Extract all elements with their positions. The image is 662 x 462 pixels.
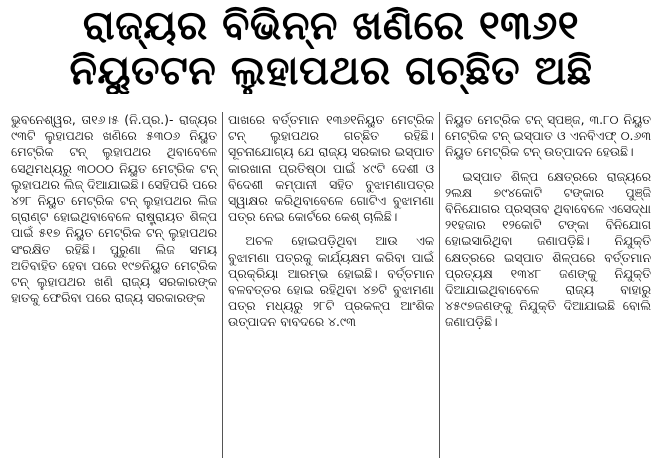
article-paragraph: ଅଚଳ ହୋଇପଡ଼ିଥିବା ଆଉ ଏକ ବୁଝାମଣା ପତ୍ରକୁ କାର୍ଯ୍ୟକ୍ଷମ କରିବା ପାଇଁ ପ୍ରକ୍ରିୟା ଆରମ୍ଭ ହୋଇଛି। ବର୍ତ୍ତମାନ ବଳବତ୍ତର ହୋଇ ରହିଥିବା ୪୭ଟି ବୁଝାମଣା ପତ୍ର ମଧ୍ୟରୁ ୨୮ଟି ପ୍ରକଳ୍ପ ଆଂଶିକ ଉତ୍ପାଦନ ବାବଦରେ ୪.୯୩ <box>228 233 434 330</box>
article-paragraph: ପାଖରେ ବର୍ତ୍ତମାନ ୧୩୬୧ନିୟୁତ ମେଟ୍ରିକ ଟନ୍ ଲୁହାପଥର ଗଚ୍ଛିତ ରହିଛି। ସୂଚନାଯୋଗ୍ୟ ଯେ ରାଜ୍ୟ ସରକାର ଇସ୍ପାତ କାରଖାନା ପ୍ରତିଷ୍ଠା ପାଇଁ ୪୯ଟି ଦେଶୀ ଓ ବିଦେଶୀ କମ୍ପାନୀ ସହିତ ବୁଝାମଣାପତ୍ର ସ୍ୱାକ୍ଷର କରିଥିବାବେଳେ ଗୋଟିଏ ବୁଝାମଣା ପତ୍ର ନେଇ କୋର୍ଟରେ କେଶ୍ ଚାଲିଛି। <box>228 112 434 225</box>
article-column-3 <box>439 112 656 458</box>
headline <box>6 4 656 94</box>
article-column-1 <box>6 112 222 458</box>
article-paragraph: ଇସ୍ପାତ ଶିଳ୍ପ କ୍ଷେତ୍ରରେ ରାଜ୍ୟରେ ୨ଲକ୍ଷ ୭୯୪କୋଟି ଟଙ୍କାର ପୁଞ୍ଜି ବିନିଯୋଗର ପ୍ରସ୍ତାବ ଥିବାବେଳେ ଏସେଦ୍ଧା ୨୧ହଜାର ୧୨କୋଟି ଟଙ୍କା ବିନିଯୋଗ ହୋଇସାରିଥିବା ଜଣାପଡ଼ିଛି। ନିଯୁକ୍ତି କ୍ଷେତ୍ରରେ ଇସ୍ପାତ ଶିଳ୍ପରେ ବର୍ତ୍ତମାନ ପ୍ରତ୍ୟକ୍ଷ ୧୩୪୮ ଜଣଙ୍କୁ ନିଯୁକ୍ତି ଦିଆଯାଇଥିବାବେଳେ ରାଜ୍ୟ ବାହାରୁ ୪୫୯୭ଜଣଙ୍କୁ ନିଯୁକ୍ତି ଦିଆଯାଇଛି ବୋଲି ଜଣାପଡ଼ିଛି। <box>445 168 651 330</box>
headline-line-1: ରାଜ୍ୟର ବିଭିନ୍ନ ଖଣିରେ ୧୩୬୧ <box>82 4 580 49</box>
headline-line-2: ନିୟୁତଟନ ଲୁହାପଥର ଗଚ୍ଛିତ ଅଛି <box>69 48 593 94</box>
article-paragraph: ନିୟୁତ ମେଟ୍ରିକ ଟନ୍ ସ୍ପଞ୍ଜ, ୩.୮୦ ନିୟୁତ ମେଟ୍ରିକ ଟନ୍ ଇସ୍ପାତ ଓ ଏନବିଏଫ୍ ୦.୬୩ ନିୟୁତ ମେଟ୍ରିକ ଟନ୍ ଉତ୍ପାଦନ ହେଉଛି। <box>445 112 651 160</box>
article-body <box>6 112 656 458</box>
article-column-2 <box>222 112 439 458</box>
article-paragraph: ଭୁବନେଶ୍ୱର, ତା୧୬।୫ (ନି.ପ୍ର.)- ରାଜ୍ୟର ୯୩ଟି ଲୁହାପଥର ଖଣିରେ ୫୩୦୬ ନିୟୁତ ମେଟ୍ରିକ ଟନ୍ ଲୁହାପଥର ଥିବାବେଳେ ସେଥିମଧ୍ୟରୁ ୩୦୦୦ ନିୟୁତ ମେଟ୍ରିକ ଟନ୍ ଲୁହାପଥର ଲିଜ୍ ଦିଆଯାଇଛି। ସେହିପରି ପରେ ୪୨୮ ନିୟୁତ ମେଟ୍ରିକ ଟନ୍ ଲୁହାପଥର ଲିଜ ଗ୍ରାଣ୍ଟ ହୋଇଥିବାବେଳେ ରାଷ୍ଟ୍ରାୟତ ଶିଳ୍ପ ପାଇଁ ୫୧୭ ନିୟୁତ ମେଟ୍ରିକ ଟନ୍ ଲୁହାପଥର ସଂରକ୍ଷିତ ରହିଛି। ପୁରୁଣା ଲିଜ ସମୟ ଅତିବାହିତ ହେବା ପରେ ୧୯୭ନିୟୁତ ମେଟ୍ରିକ ଟନ୍ ଲୁହାପଥର ଖଣି ରାଜ୍ୟ ସରକାରଙ୍କ ହାତକୁ ଫେରିବା ପରେ ରାଜ୍ୟ ସରକାରଙ୍କ <box>11 112 217 306</box>
